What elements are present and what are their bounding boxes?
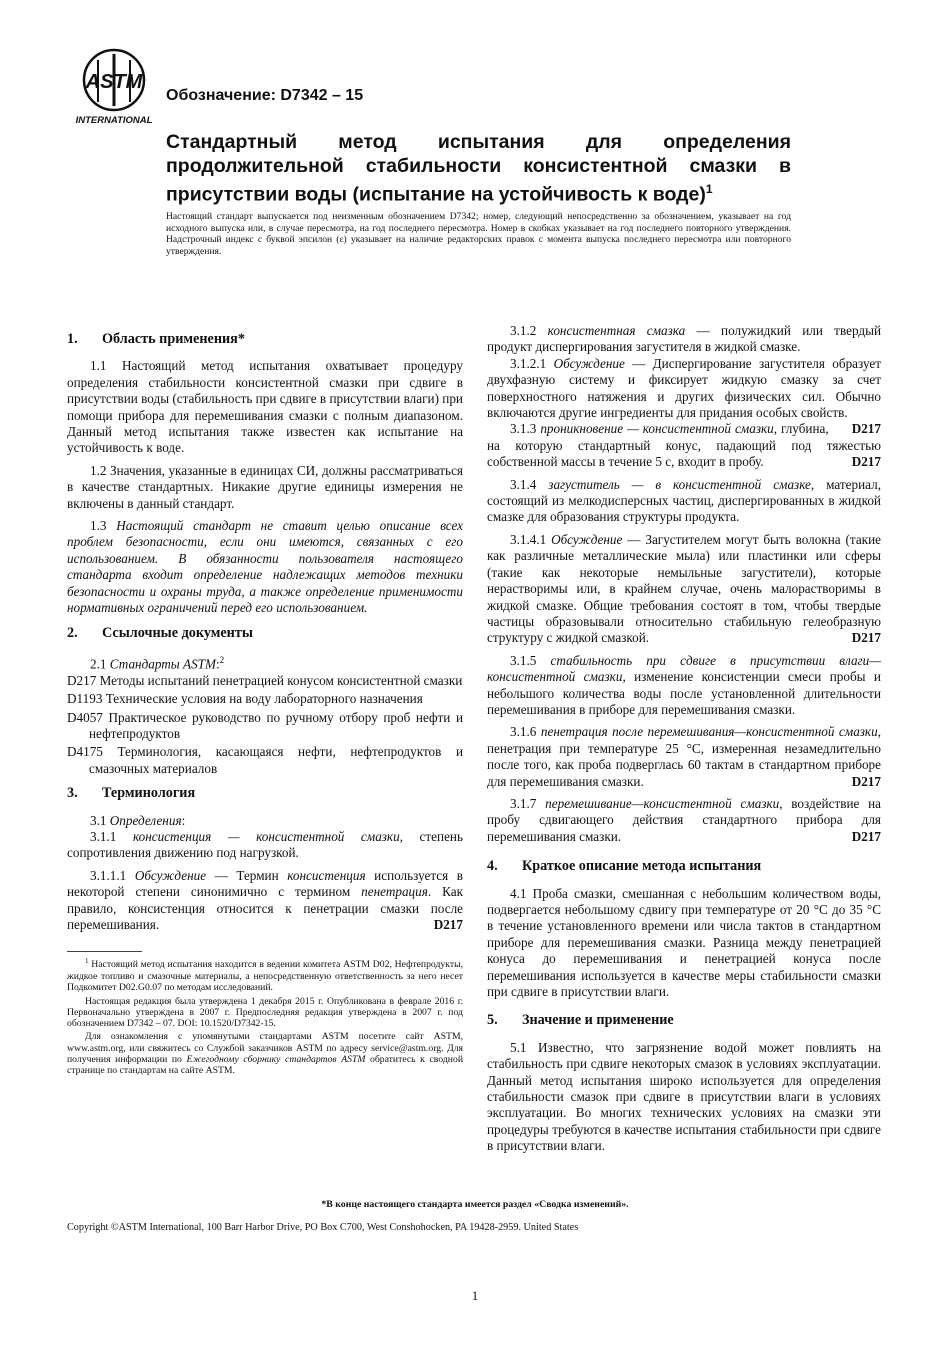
logo-wordmark: ASTM <box>85 71 143 93</box>
logo-subtitle: INTERNATIONAL <box>75 115 153 126</box>
document-title <box>166 131 791 207</box>
reference-item: D4175 Терминология, касающаяся нефти, нефтепродуктов и смазочных материалов <box>67 744 463 776</box>
paragraph: 3.1.5 стабильность при сдвиге в присутствии влаги—консистентной смазки, изменение консистенции смеси пробы и небольшого количества воды после установленной длительности перемешивания в приборе для перемешивания смазки. <box>487 652 881 717</box>
paragraph: 1.2 Значения, указанные в единицах СИ, должны рассматриваться в качестве стандартных. Никакие другие единицы измерения не включены в данный стандарт. <box>67 462 463 511</box>
paragraph: 5.1 Известно, что загрязнение водой может повлиять на стабильность при сдвиге некоторых смазок в условиях эксплуатации. Данный метод испытания широко используется для определения стабильности смазок при сдвиге в присутствии влаги в условиях эксплуатации. Во многих технических условиях на смазки эти процедуры требуются в качестве испытания стабильности при сдвиге в присутствии влаги. <box>487 1039 881 1154</box>
title-text: Стандартный метод испытания для определения продолжительной стабильности консистентной смазки в присутствии воды (испытание на устойчивость к воде) <box>166 131 791 206</box>
section-heading: 5. Значение и применение <box>487 1012 674 1029</box>
paragraph: 1.3 Настоящий стандарт не ставит целью описание всех проблем безопасности, если они имеются, связанных с его использованием. В обязанности пользователя настоящего стандарта входит определение надлежащих методов техники безопасности и охраны труда, а также определение применимости нормативных ограничений перед его использованием. <box>67 518 464 616</box>
paragraph: 3.1.2.1 Обсуждение — Диспергирование загустителя образует двухфазную систему и фиксирует жидкую смазку за счет поверхностного натяжения и других физических сил. Обычно включаются другие ингредиенты для придания особых свойств. D217 <box>487 355 881 437</box>
paragraph: 3.1.7 перемешивание—консистентной смазки, воздействие на пробу сдвигающего действия стандартного прибора для перемешивания смазки. D217 <box>487 795 882 844</box>
section-heading: 2. Ссылочные документы <box>67 624 253 641</box>
astm-logo <box>68 48 160 126</box>
reference-item: D1193 Технические условия на воду лабораторного назначения <box>67 691 423 707</box>
preface-note: Настоящий стандарт выпускается под неизменным обозначением D7342; номер, следующий непосредственно за обозначением, указывает на год исходного выпуска или, в случае пересмотра, на год последнего пересмотра. Номер в скобках указывает на год последнего повторного утверждения. Надстрочный индекс с буквой эпсилон (ε) указывает на наличие редакторских правок с момента выпуска последнего пересмотра или повторного утверждения. <box>166 211 791 257</box>
paragraph: 3.1.2 консистентная смазка — полужидкий или твердый продукт диспергирования загустителя в жидкой смазке. <box>487 323 881 355</box>
section-heading: 3. Терминология <box>67 785 196 802</box>
section-heading: 4. Краткое описание метода испытания <box>487 858 762 875</box>
footnote-divider <box>67 951 142 952</box>
reference-item: D217 Методы испытаний пенетрацией конусом консистентной смазки <box>67 672 463 688</box>
paragraph: 3.1.1 консистенция — консистентной смазки, степень сопротивления движению под нагрузкой. <box>67 828 464 861</box>
designation: Обозначение: D7342 – 15 <box>166 87 364 104</box>
summary-note: *В конце настоящего стандарта имеется раздел «Сводка изменений». <box>321 1199 629 1210</box>
title-footnote-mark: 1 <box>705 182 713 196</box>
paragraph: 4.1 Проба смазки, смешанная с небольшим количеством воды, подвергается небольшому сдвигу при температуре от 20 °C до 35 °C в течение установленного времени или числа тактов в стандартном приборе для перемешивания смазки. Разница между пенетрацией конуса до перемешивания и пенетрацией конуса после перемешивания используется в качестве меры стабильности смазки при сдвиге в присутствии влаги. <box>487 885 881 1000</box>
paragraph: 3.1.6 пенетрация после перемешивания—консистентной смазки, пенетрация при температуре 25 °C, измеренная незамедлительно после того, как проба подверглась 60 тактам в стандартном приборе для перемешивания смазки. D217 <box>487 724 881 789</box>
footnote: Для ознакомления с упомянутыми стандартами ASTM посетите сайт ASTM, www.astm.org, или свяжитесь со Службой заказчиков ASTM по адресу service@astm.org. Для получения информации по Ежегодному сборнику стандартов ASTM обратитесь к сводной странице по стандартам на сайте ASTM. <box>67 1031 463 1077</box>
paragraph: 3.1.4 загуститель — в консистентной смазке, материал, состоящий из мелкодисперсных частиц, диспергированных в жидкой смазке для образования структуры продукта. <box>487 476 882 525</box>
footnote: Настоящая редакция была утверждена 1 декабря 2015 г. Опубликована в феврале 2016 г. Первоначально утверждена в 2007 г. Предпоследняя редакция утверждена в 2007 г. под обозначением D7342 – 07. DOI: 10.1520/D7342-15. <box>67 995 463 1030</box>
paragraph: 3.1.3 проникновение — консистентной смазки, глубина, на которую стандартный конус, падающий под тяжестью собственной массы в течение 5 с, входит в пробу. D217 <box>487 421 881 470</box>
footnote: $^1$ Настоящий метод испытания находится в ведении комитета ASTM D02, Нефтепродукты, жидкое топливо и смазочные материалы, а непосредственную ответственность за него несет Подкомитет D02.G0.07 по методам исследований. <box>67 957 463 994</box>
paragraph: 3.1.4.1 Обсуждение — Загустителем могут быть волокна (такие как различные металлические мыла) или пластинки или сферы (такие как некоторые немыльные загустители), которые нерастворимы или, в крайнем случае, очень малорастворимы в жидкой смазке. Общие требования состоят в том, чтобы твердые частицы образовывали относительно стабильную гелеобразную структуру с жидкой смазкой. D217 <box>487 531 881 646</box>
paragraph: 1.1 Настоящий метод испытания охватывает процедуру определения стабильности консистентной смазки при сдвиге в присутствии воды (стабильность при сдвиге в присутствии влаги) при помощи прибора для перемешивания смазки с полным диапазоном. Данный метод испытания также известен как испытание на устойчивость к воде. <box>67 358 463 456</box>
page-number: 1 <box>471 1288 479 1303</box>
copyright: Copyright ©ASTM International, 100 Barr Harbor Drive, PO Box C700, West Conshohocken, PA 19428-2959. United States <box>67 1222 579 1233</box>
section-heading: 1. Область применения* <box>67 331 245 347</box>
left-column <box>67 323 463 1079</box>
reference-item: D4057 Практическое руководство по ручному отбору проб нефти и нефтепродуктов <box>67 709 463 741</box>
paragraph: 3.1 Определения: <box>90 812 186 828</box>
paragraph: 2.1 Стандарты ASTM:$^2$ <box>90 654 225 672</box>
paragraph: 3.1.1.1 Обсуждение — Термин консистенция используется в некоторой степени синонимично с термином пенетрация. Как правило, консистенция относится к пенетрации смазки после перемешивания. D217 <box>67 867 464 932</box>
right-column <box>487 323 881 1161</box>
